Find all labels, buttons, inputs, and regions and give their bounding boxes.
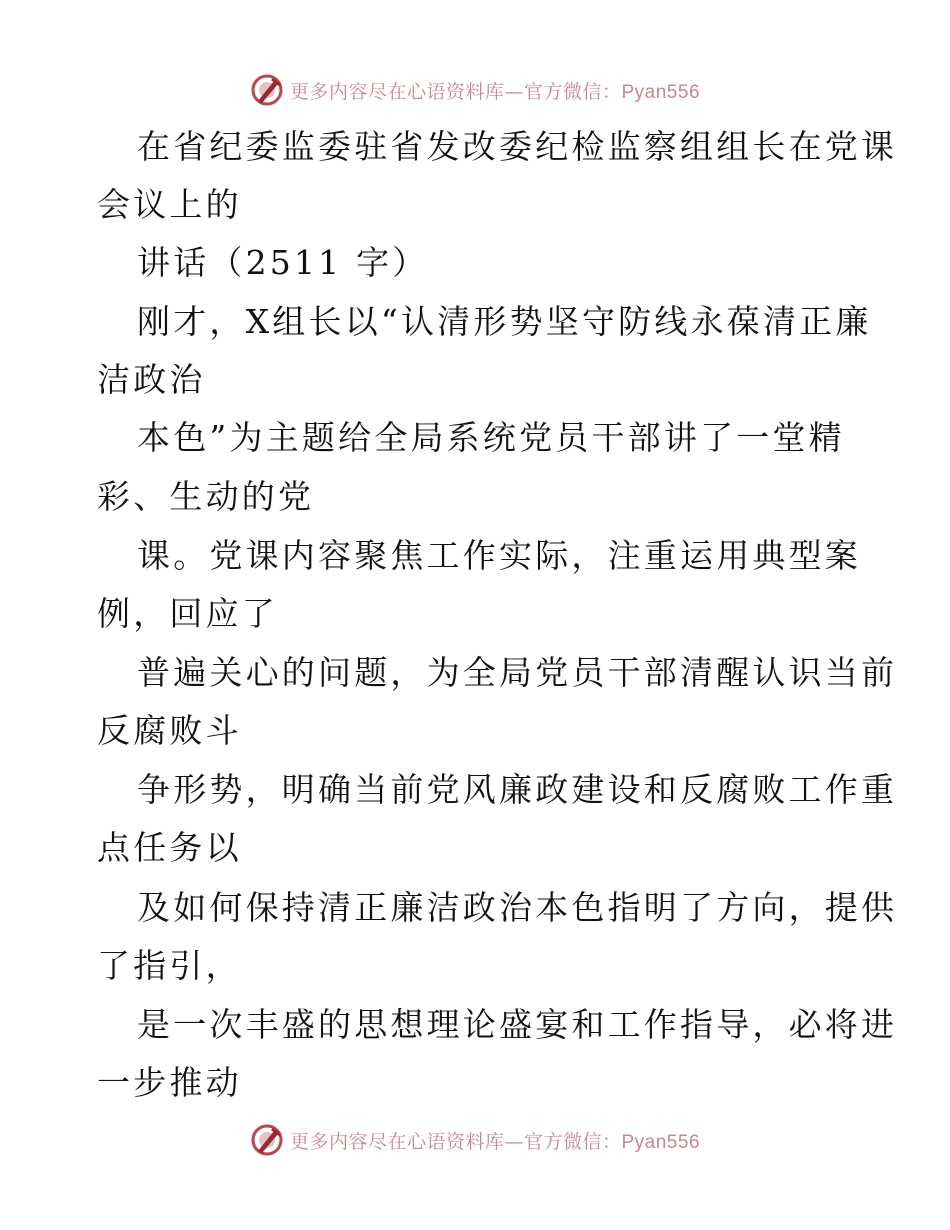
pen-logo-icon — [250, 1123, 284, 1157]
paragraph-9-line-1: 是一次丰盛的思想理论盛宴和工作指导，必将进 — [137, 1005, 898, 1044]
paragraph-8-line-2: 了指引， — [97, 946, 242, 985]
paragraph-6-line-2: 反腐败斗 — [97, 711, 242, 750]
footer-watermark — [0, 1120, 950, 1160]
paragraph-8-line-1: 及如何保持清正廉洁政治本色指明了方向，提供 — [137, 888, 898, 927]
paragraph-1-line-1: 在省纪委监委驻省发改委纪检监察组组长在党课 — [137, 127, 898, 166]
paragraph-6-line-1: 普遍关心的问题，为全局党员干部清醒认识当前 — [137, 653, 898, 692]
paragraph-5-line-2: 例，回应了 — [97, 594, 278, 633]
paragraph-2-line-1: 讲话（2511 字） — [137, 243, 429, 282]
paragraph-4-line-1: 本色”为主题给全局系统党员干部讲了一堂精 — [137, 418, 845, 457]
paragraph-7-line-2: 点任务以 — [97, 828, 242, 867]
watermark-cn: 更多内容尽在心语资料库—官方微信： — [289, 80, 622, 103]
paragraph-9-line-2: 一步推动 — [97, 1063, 242, 1102]
watermark-wechat-id: Pyan556 — [621, 81, 701, 103]
paragraph-1-line-2: 会议上的 — [97, 185, 242, 224]
watermark-cn: 更多内容尽在心语资料库—官方微信： — [289, 1130, 622, 1153]
paragraph-5-line-1: 课。党课内容聚焦工作实际，注重运用典型案 — [137, 536, 861, 575]
paragraph-4-line-2: 彩、生动的党 — [97, 477, 315, 516]
watermark-text — [290, 1127, 700, 1154]
paragraph-3-line-1: 刚才，X组长以“认清形势坚守防线永葆清正廉 — [137, 302, 872, 341]
paragraph-3-line-2: 洁政治 — [97, 360, 206, 399]
paragraph-7-line-1: 争形势，明确当前党风廉政建设和反腐败工作重 — [137, 770, 898, 809]
watermark-wechat-id: Pyan556 — [621, 1131, 701, 1153]
